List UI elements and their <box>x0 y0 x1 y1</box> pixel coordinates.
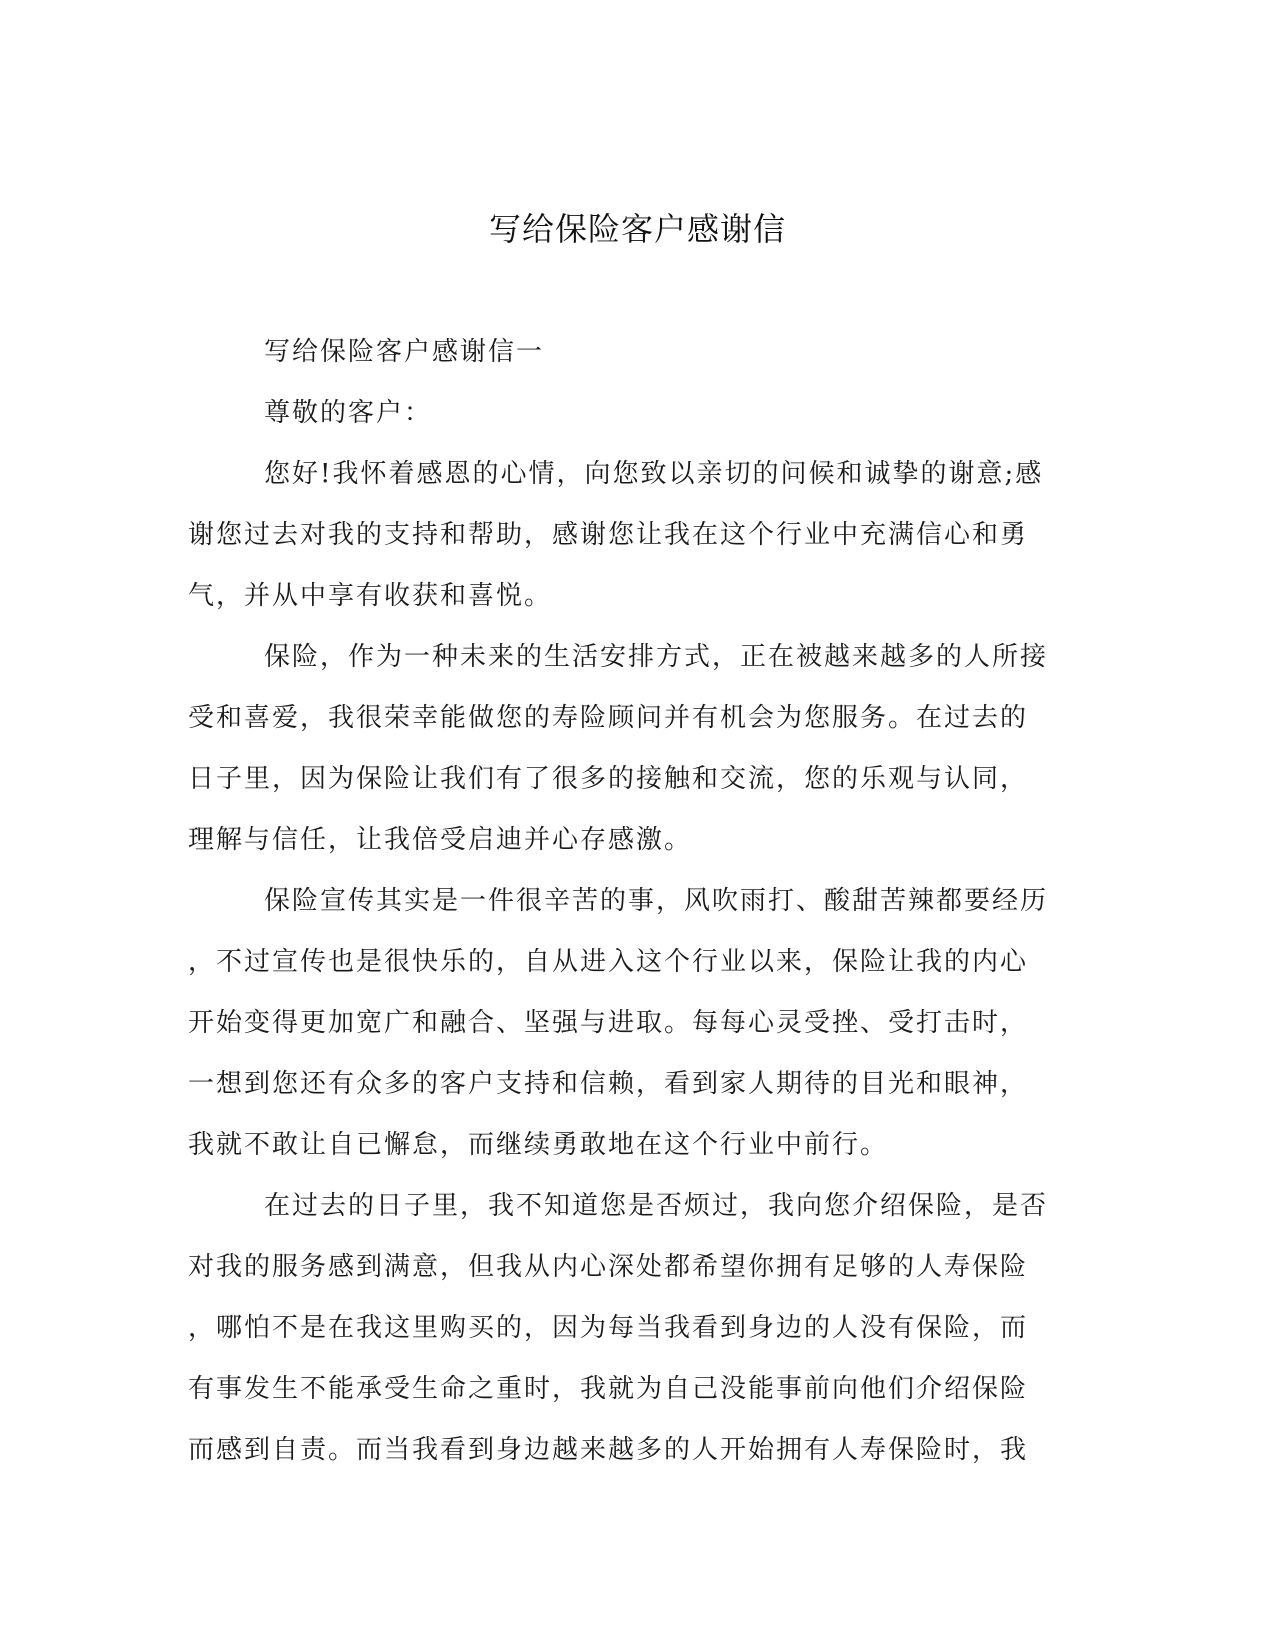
text-line: 一想到您还有众多的客户支持和信赖，看到家人期待的目光和眼神， <box>188 1069 1029 1099</box>
text-line: 受和喜爱，我很荣幸能做您的寿险顾问并有机会为您服务。在过去的 <box>188 703 1029 733</box>
text-line: 理解与信任，让我倍受启迪并心存感激。 <box>188 825 693 855</box>
text-line: 保险宣传其实是一件很辛苦的事，风吹雨打、酸甜苦辣都要经历 <box>264 886 1049 916</box>
text-line: 谢您过去对我的支持和帮助，感谢您让我在这个行业中充满信心和勇 <box>188 520 1029 550</box>
text-line: 开始变得更加宽广和融合、坚强与进取。每每心灵受挫、受打击时， <box>188 1008 1029 1038</box>
text-line: 有事发生不能承受生命之重时，我就为自己没能事前向他们介绍保险 <box>188 1374 1029 1404</box>
text-line: 气，并从中享有收获和喜悦。 <box>188 581 553 611</box>
text-line: ，哪怕不是在我这里购买的，因为每当我看到身边的人没有保险，而 <box>188 1313 1029 1343</box>
document-title: 写给保险客户感谢信 <box>488 210 786 248</box>
letter-subtitle: 写给保险客户感谢信一 <box>264 337 545 367</box>
text-line: 保险，作为一种未来的生活安排方式，正在被越来越多的人所接 <box>264 642 1049 672</box>
text-line: 对我的服务感到满意，但我从内心深处都希望你拥有足够的人寿保险 <box>188 1252 1029 1282</box>
text-line: 我就不敢让自已懈怠，而继续勇敢地在这个行业中前行。 <box>188 1130 889 1160</box>
text-line: 而感到自责。而当我看到身边越来越多的人开始拥有人寿保险时，我 <box>188 1435 1029 1465</box>
text-line: ，不过宣传也是很快乐的，自从进入这个行业以来，保险让我的内心 <box>188 947 1029 977</box>
text-line: 您好!我怀着感恩的心情，向您致以亲切的问候和诚挚的谢意;感 <box>264 459 1044 489</box>
letter-salutation: 尊敬的客户： <box>264 398 433 428</box>
letter-body <box>188 322 1078 1481</box>
text-line: 日子里，因为保险让我们有了很多的接触和交流，您的乐观与认同， <box>188 764 1029 794</box>
text-line: 在过去的日子里，我不知道您是否烦过，我向您介绍保险，是否 <box>264 1191 1049 1221</box>
